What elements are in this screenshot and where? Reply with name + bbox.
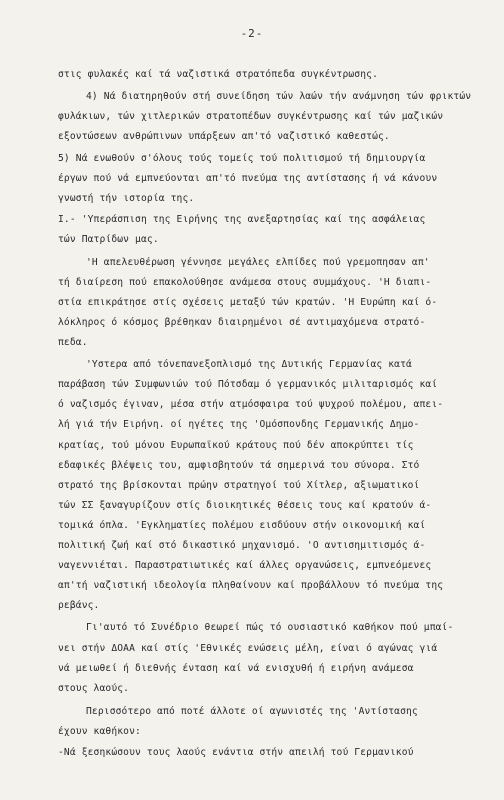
text-line: έργων πού νά εμπνεύονται απ'τό πνεύμα της αντίστασης ή νά κάνουν: [58, 173, 438, 184]
text-line: ναγεννιέται. Παραστρατιωτικές καί άλλες οργανώσεις, εμπνεόμενες: [58, 560, 432, 571]
text-line: στις φυλακές καί τά ναζιστικά στρατόπεδα συγκέντρωσης.: [58, 69, 378, 80]
text-line: -Νά ξεσηκώσουν τους λαούς ενάντια στήν απειλή τού Γερμανικού: [58, 747, 414, 758]
text-line: τών ΣΣ ξαναγυρίζουν στίς διοικητικές θέσεις τους καί κρατούν ά-: [58, 500, 432, 511]
text-line: λή γιά τήν Ειρήνη. οί ηγέτες της 'Ομόσπονδης Γερμανικής Δημο-: [58, 419, 420, 430]
text-line: νά μειωθεί ή διεθνής ένταση καί νά ενισχυθή ή ειρήνη ανάμεσα: [58, 663, 414, 674]
text-line: ό ναζισμός έγιναν, μέσα στήν ατμόσφαιρα τού ψυχρού πολέμου, απει-: [58, 399, 444, 410]
text-line: έχουν καθήκον:: [58, 726, 141, 737]
text-line: τομικά όπλα. 'Εγκληματίες πολέμου εισδύουν στήν οικονομική καί: [58, 520, 426, 531]
text-line: ρεβάνς.: [58, 600, 100, 611]
text-line: εδαφικές βλέψεις του, αμφισβητούν τά σημερινά του σύνορα. Στό: [58, 460, 420, 471]
text-line: νει στήν ΔΟΑΑ καί στίς 'Εθνικές ενώσεις μέλη, είναι ό αγώνας γιά: [58, 643, 438, 654]
text-line: 5) Νά ενωθούν σ'όλους τούς τομείς τού πολιτισμού τή δημιουργία: [58, 153, 426, 164]
text-line: απ'τή ναζιστική ιδεολογία πληθαίνουν καί προβάλλουν τό πνεύμα της: [58, 580, 444, 591]
text-line: 'Υστερα από τόνεπανεξοπλισμό της Δυτικής Γερμανίας κατά: [86, 359, 412, 370]
text-line: τή διαίρεση πού επακολούθησε ανάμεσα στους συμμάχους. 'Η διαπι-: [58, 277, 432, 288]
text-line: πολιτική ζωή καί στό δικαστικό μηχανισμό. 'Ο αντισημιτισμός ά-: [58, 540, 426, 551]
text-line: πεδα.: [58, 337, 88, 348]
text-line: στία επικράτησε στίς σχέσεις μεταξύ τών κρατών. 'Η Ευρώπη καί ό-: [58, 297, 438, 308]
page-number: -2-: [240, 27, 264, 40]
text-line: στρατό της βρίσκονται πρώην στρατηγοί τού Χίτλερ, αξιωματικοί: [58, 480, 420, 491]
section-heading: Ι.- 'Υπεράσπιση της Ειρήνης της ανεξαρτησίας καί της ασφάλειας: [58, 214, 426, 225]
text-line: 'Η απελευθέρωση γέννησε μεγάλες ελπίδες πού γρεμοπησαν απ': [86, 257, 430, 268]
text-line: Περισσότερο από ποτέ άλλοτε οί αγωνιστές της 'Αντίστασης: [86, 706, 418, 717]
text-line: φυλάκιων, τών χιτλερικών στρατοπέδων συγκέντρωσης καί τών μαζικών: [58, 111, 444, 122]
text-line: Γι'αυτό τό Συνέδριο θεωρεί πώς τό ουσιαστικό καθήκον πού μπαί-: [86, 622, 454, 633]
section-heading: τών Πατρίδων μας.: [58, 234, 159, 245]
text-line: παράβαση τών Συμφωνιών τού Πότσδαμ ό γερμανικός μιλιταρισμός καί: [58, 379, 438, 390]
text-line: λόκληρος ό κόσμος βρέθηκαν διαιρημένοι σέ αντιμαχόμενα στρατό-: [58, 317, 426, 328]
text-line: 4) Νά διατηρηθούν στή συνείδηση τών λαών τήν ανάμνηση τών φρικτών: [86, 91, 472, 102]
text-line: εξοντώσεων ανθρώπινων υπάρξεων απ'τό ναζιστικό καθεστώς.: [58, 131, 390, 142]
text-line: στους λαούς.: [58, 683, 130, 694]
text-line: κρατίας, τού μόνου Ευρωπαϊκού κράτους πού δέν αποκρύπτει τίς: [58, 440, 414, 451]
text-line: γνωστή τήν ιστορία της.: [58, 193, 195, 204]
